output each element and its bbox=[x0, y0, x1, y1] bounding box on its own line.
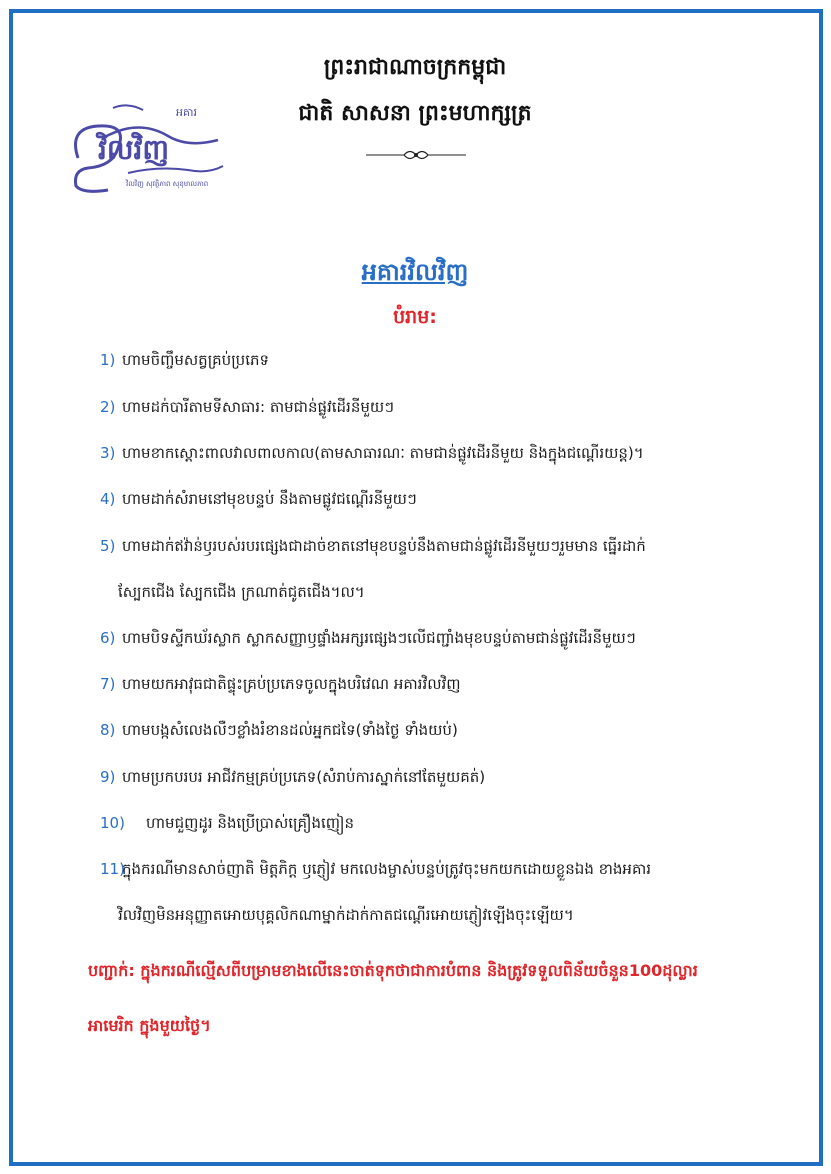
rule-item bbox=[100, 440, 800, 466]
rule-text: ហាមដាក់ឥវ៉ាន់ឫរបស់របរផ្សេងជាដាច់ខាតនៅមុខបន្ទប់នឹងតាមជាន់ផ្លូវដើរនីមួយៗរួមមាន ធ្នើរដាក់ bbox=[122, 537, 646, 555]
rule-text: ហាមដាក់សំរាមនៅមុខបន្ទប់ នឹងតាមផ្លូវជណ្តើរនីមួយៗ bbox=[122, 490, 417, 508]
rule-text: ហាមខាកស្តោះពាលវាលពាលកាល(តាមសាធារណៈ តាមជាន់ផ្លូវដើរនីមួយ និងក្នុងជណ្តើរយន្ត)។ bbox=[122, 444, 644, 462]
rule-number: 8) bbox=[100, 721, 116, 739]
rule-item bbox=[100, 717, 800, 743]
logo-label-main: វិលវិញ bbox=[98, 133, 170, 166]
building-logo bbox=[58, 98, 238, 198]
rule-number: 7) bbox=[100, 675, 116, 693]
rule-number: 4) bbox=[100, 490, 116, 508]
rule-text-continued: ស្បែកជើង ស្បែកជើង ក្រណាត់ជូតជើង។ល។ bbox=[118, 583, 365, 601]
rule-text: ហាមប្រកបរបរ អាជីវកម្មគ្រប់ប្រភេទ(សំរាប់ការស្នាក់នៅតែមួយគត់) bbox=[122, 768, 486, 786]
rule-text: ហាមដក់បារីតាមទីសាធារ: តាមជាន់ផ្លូវដើរនីមួយៗ bbox=[122, 398, 395, 416]
rule-number: 5) bbox=[100, 537, 116, 555]
rule-text: ក្នុងករណីមានសាច់ញាតិ មិត្តភិក្ត ឫភ្ញៀវ មកលេងម្ចាស់បន្ទប់ត្រូវចុះមកយកដោយខ្លួនឯង ខាងអគារ bbox=[122, 860, 651, 878]
logo-label-top: អគារ bbox=[176, 106, 197, 119]
rule-item bbox=[100, 625, 800, 651]
rule-number: 11) bbox=[100, 860, 125, 878]
rule-text-continued: វិលវិញមិនអនុញ្ញាតអោយបុគ្គលិកណាម្នាក់ដាក់កាតជណ្តើរអោយភ្ញៀវឡើងចុះឡើយ។ bbox=[118, 906, 574, 924]
rule-number: 3) bbox=[100, 444, 116, 462]
rule-item bbox=[100, 486, 800, 512]
building-title: អគារវិលវិញ bbox=[361, 258, 469, 286]
rule-text: ហាមយកអាវុធជាតិផ្ទុះគ្រប់ប្រភេទចូលក្នុងបរិវេណ អគារវិលវិញ bbox=[122, 675, 461, 693]
rule-number: 1) bbox=[100, 351, 116, 369]
kingdom-heading: ព្រះរាជាណាចក្រកម្ពុជា bbox=[323, 55, 507, 80]
rule-text: ហាមបិទស្ទីកឃ័រស្លាក ស្លាកសញ្ញាឫផ្ទាំងអក្សរផ្សេងៗលើជញ្ជាំងមុខបន្ទប់តាមជាន់ផ្លូវដើរនីមួយៗ bbox=[122, 629, 636, 647]
rule-item bbox=[100, 764, 800, 790]
rule-number: 6) bbox=[100, 629, 116, 647]
rule-text: ហាមជួញដូរ និងប្រើប្រាស់គ្រឿងញៀន bbox=[146, 814, 355, 832]
rule-text: ហាមបង្កសំលេងលឺៗខ្លាំងរំខានដល់អ្នកជទៃ(ទាំងថ្ងៃ ទាំងយប់) bbox=[122, 721, 458, 739]
prohibitions-heading: បំរាម: bbox=[393, 306, 437, 328]
rule-item bbox=[100, 856, 800, 882]
rule-number: 10) bbox=[100, 814, 125, 832]
note-line-1: បញ្ជាក់: ក្នុងករណីល្មើសពីបម្រាមខាងលើនេះចាត់ទុកថាជាការបំពាន និងត្រូវទទួលពិន័យចំនួន100ដុល្លារ bbox=[88, 961, 698, 980]
rule-text: ហាមចិញ្ចឹមសត្វគ្រប់ប្រភេទ bbox=[122, 351, 269, 369]
rule-item bbox=[100, 394, 800, 420]
rule-number: 2) bbox=[100, 398, 116, 416]
note-line-2: អាមេរិក ក្នុងមួយថ្ងៃ។ bbox=[88, 1016, 211, 1035]
rule-number: 9) bbox=[100, 768, 116, 786]
logo-tagline: វិលវិញ សុវត្ថិភាព សុខុមាលភាព bbox=[126, 180, 209, 188]
rule-item bbox=[100, 533, 800, 559]
nation-motto: ជាតិ សាសនា ព្រះមហាក្សត្រ bbox=[298, 101, 532, 126]
rule-item bbox=[100, 347, 800, 373]
rule-item bbox=[100, 671, 800, 697]
rule-item bbox=[100, 810, 800, 836]
ornament-divider-icon bbox=[366, 145, 466, 165]
